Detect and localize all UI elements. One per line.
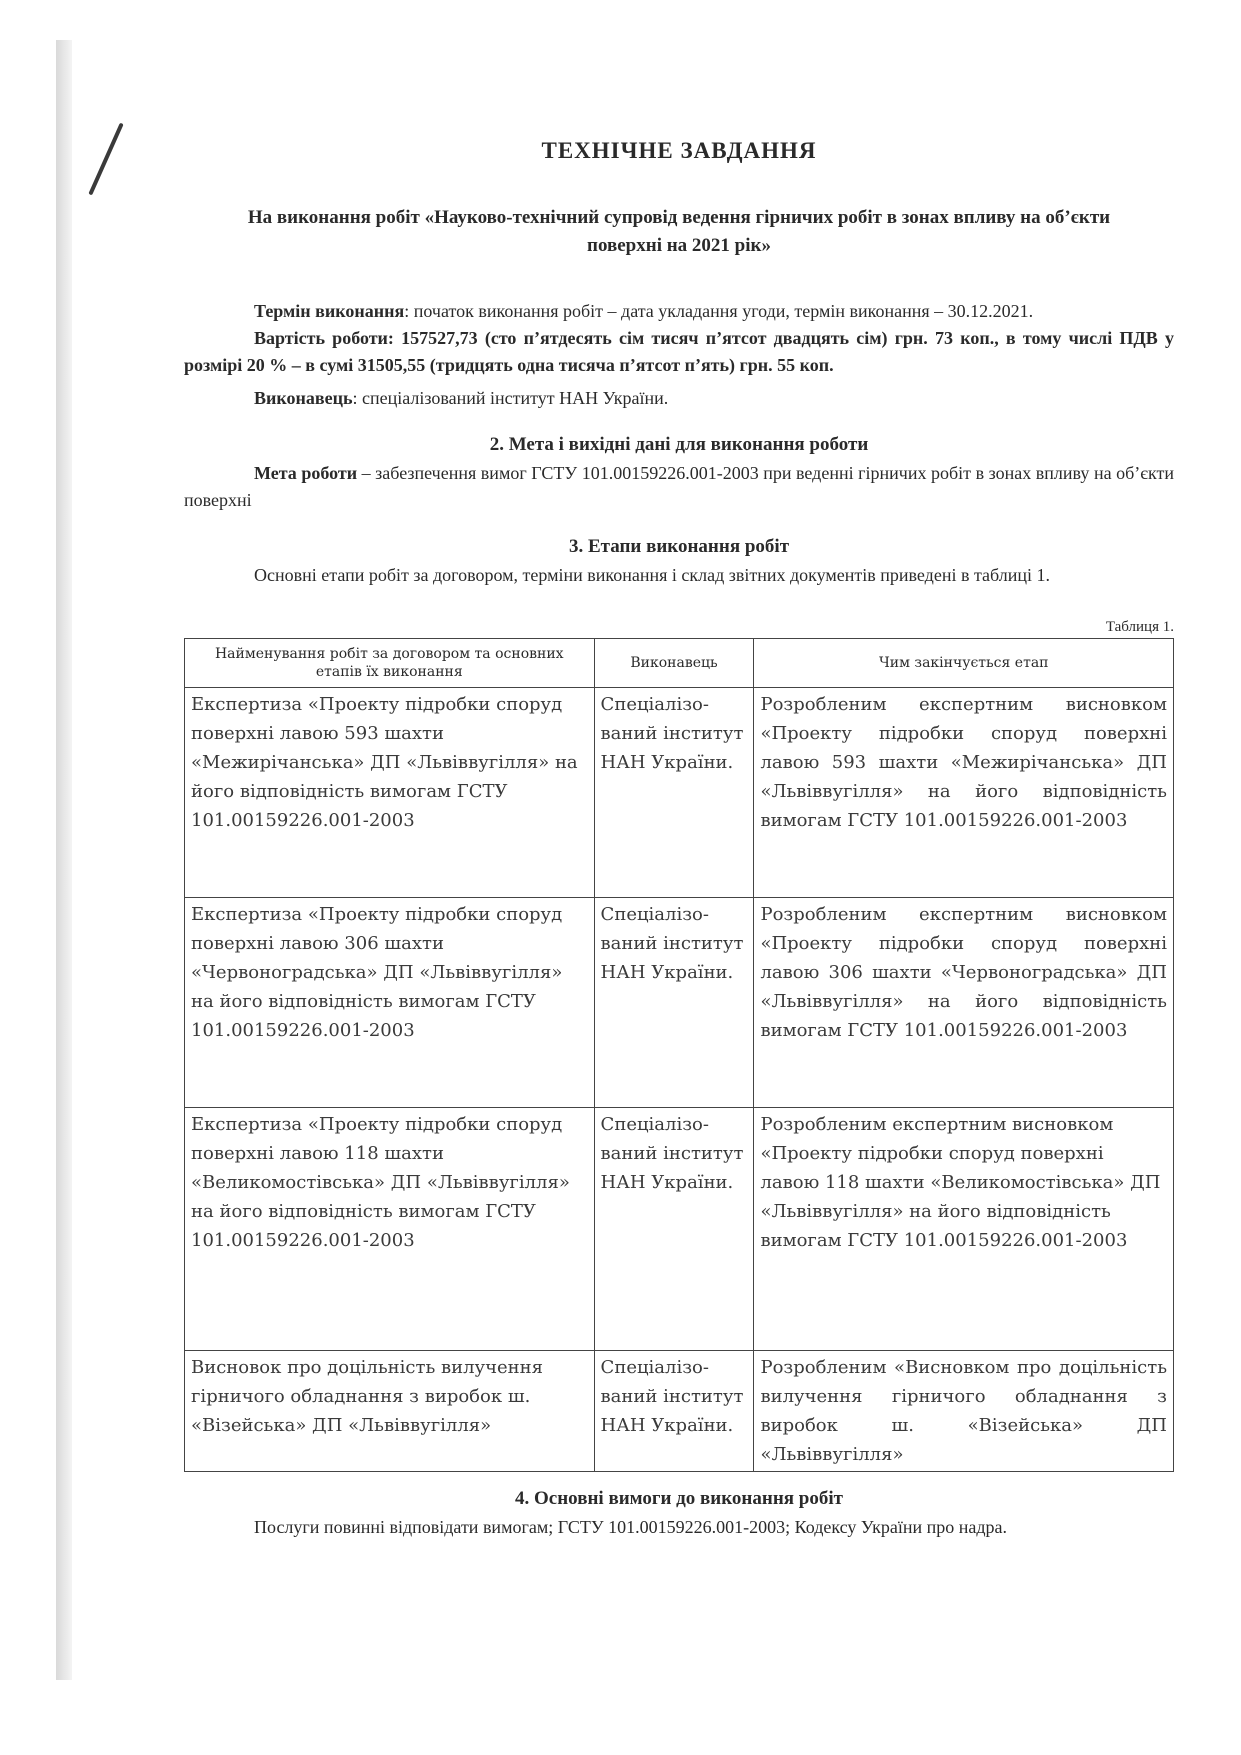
cell-result: Розробленим експертним висновком «Проекту підробки споруд поверхні лавою 118 шахти «Великомостівська» ДП «Львіввугілля» на його відповідність вимогам ГСТУ 101.00159226.001-2003 (754, 1108, 1174, 1351)
table-row (185, 688, 1174, 898)
cell-work: Висновок про доцільність вилучення гірничого обладнання з виробок ш. «Візейська» ДП «Львіввугілля» (185, 1351, 595, 1472)
goal-paragraph (184, 460, 1174, 514)
goal-label: Мета роботи (254, 463, 358, 483)
cell-executor: Спеціалізо-ваний інститут НАН України. (594, 898, 754, 1108)
executor-label: Виконавець (254, 388, 353, 408)
header-executor: Виконавець (594, 639, 754, 688)
cost-paragraph: Вартість роботи: 157527,73 (сто п’ятдесять сім тисяч п’ятсот двадцять сім) грн. 73 коп., в тому числі ПДВ у розмірі 20 % – в сумі 31505,55 (тридцять одна тисяча п’ятсот п’ять) грн. 55 коп. (184, 328, 1174, 375)
section-2-title: 2. Мета і вихідні дані для виконання роботи (489, 434, 869, 455)
cell-work: Експертиза «Проекту підробки споруд поверхні лавою 306 шахти «Червоноградська» ДП «Львіввугілля» на його відповідність вимогам ГСТУ 101.00159226.001-2003 (185, 898, 595, 1108)
section-3-paragraph: Основні етапи робіт за договором, терміни виконання і склад звітних документів приведені в таблиці 1. (254, 565, 1050, 585)
term-text: : початок виконання робіт – дата укладання угоди, термін виконання – 30.12.2021. (404, 301, 1034, 321)
section-4-title: 4. Основні вимоги до виконання робіт (515, 1488, 843, 1509)
cell-result: Розробленим «Висновком про доцільність вилучення гірничого обладнання з виробок ш. «Візейська» ДП «Львіввугілля» (754, 1351, 1174, 1472)
cell-work: Експертиза «Проекту підробки споруд поверхні лавою 593 шахти «Межирічанська» ДП «Львіввугілля» на його відповідність вимогам ГСТУ 101.00159226.001-2003 (185, 688, 595, 898)
term-label: Термін виконання (254, 301, 405, 321)
table-caption: Таблиця 1. (1105, 619, 1174, 635)
pen-stroke-mark (88, 123, 123, 196)
cell-result: Розробленим експертним висновком «Проекту підробки споруд поверхні лавою 306 шахти «Червоноградська» ДП «Львіввугілля» на його відповідність вимогам ГСТУ 101.00159226.001-2003 (754, 898, 1174, 1108)
cell-work: Експертиза «Проекту підробки споруд поверхні лавою 118 шахти «Великомостівська» ДП «Львіввугілля» на його відповідність вимогам ГСТУ 101.00159226.001-2003 (185, 1108, 595, 1351)
document-page (184, 138, 1174, 1541)
goal-text: – забезпечення вимог ГСТУ 101.00159226.001-2003 при веденні гірничих робіт в зонах впливу на об’єкти поверхні (184, 463, 1174, 510)
section-3-title: 3. Етапи виконання робіт (568, 536, 790, 557)
cell-executor: Спеціалізо-ваний інститут НАН України. (594, 1351, 754, 1472)
table-row (185, 898, 1174, 1108)
document-title: ТЕХНІЧНЕ ЗАВДАННЯ (541, 138, 817, 163)
stages-table (184, 638, 1174, 1472)
executor-paragraph (184, 385, 1174, 412)
section-4-paragraph: Послуги повинні відповідати вимогам; ГСТУ 101.00159226.001-2003; Кодексу України про надра. (254, 1517, 1007, 1537)
cell-executor: Спеціалізо-ваний інститут НАН України. (594, 688, 754, 898)
cell-result: Розробленим експертним висновком «Проекту підробки споруд поверхні лавою 593 шахти «Межирічанська» ДП «Львіввугілля» на його відповідність вимогам ГСТУ 101.00159226.001-2003 (754, 688, 1174, 898)
term-paragraph (184, 298, 1174, 325)
table-header-row (185, 639, 1174, 688)
table-row (185, 1351, 1174, 1472)
header-result: Чим закінчується етап (754, 639, 1174, 688)
document-subtitle: На виконання робіт «Науково-технічний супровід ведення гірничих робіт в зонах впливу на об’єкти поверхні на 2021 рік» (247, 207, 1111, 256)
executor-text: : спеціалізований інститут НАН України. (352, 388, 669, 408)
scan-left-edge (56, 40, 72, 1680)
cell-executor: Спеціалізо-ваний інститут НАН України. (594, 1108, 754, 1351)
table-row (185, 1108, 1174, 1351)
header-work: Найменування робіт за договором та основних етапів їх виконання (185, 639, 595, 688)
